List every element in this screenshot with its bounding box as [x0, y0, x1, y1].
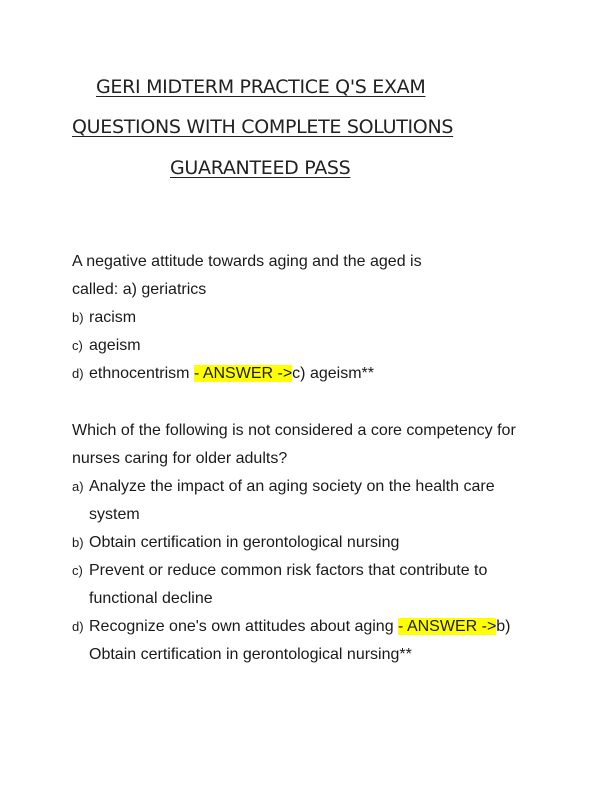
answer-text: c) ageism**	[292, 365, 374, 382]
question-1-stem-line-1: A negative attitude towards aging and the aged is	[72, 253, 422, 270]
answer-marker-highlight: - ANSWER ->	[398, 618, 497, 635]
option-text: Prevent or reduce common risk factors that contribute to functional decline	[89, 562, 488, 607]
question-2-stem-line-1: Which of the following is not considered a core competency for	[72, 422, 516, 439]
question-1-option-b	[72, 304, 542, 332]
question-2-stem-line-2: nurses caring for older adults?	[72, 450, 288, 467]
option-d-text: Recognize one's own attitudes about aging	[89, 618, 399, 635]
option-text: Analyze the impact of an aging society on the health care system	[89, 478, 495, 523]
option-text: Obtain certification in gerontological nursing	[89, 534, 400, 551]
option-letter: a)	[72, 479, 84, 494]
question-1-option-d	[72, 360, 542, 388]
question-2-option-c	[72, 557, 542, 613]
option-text: racism	[89, 309, 137, 326]
question-2	[72, 417, 542, 669]
option-text	[89, 613, 542, 669]
title-line-2: QUESTIONS WITH COMPLETE SOLUTIONS	[72, 116, 454, 138]
answer-text: b) Obtain certification in gerontological nursing**	[89, 618, 511, 663]
option-letter: b)	[72, 310, 84, 325]
question-1-stem-line-2: called: a) geriatrics	[72, 281, 207, 298]
title-line-1: GERI MIDTERM PRACTICE Q'S EXAM	[96, 76, 426, 98]
option-letter: c)	[72, 338, 83, 353]
option-letter: d)	[72, 619, 84, 634]
question-2-option-a	[72, 473, 542, 529]
question-1	[72, 248, 542, 388]
option-text	[89, 360, 374, 388]
option-letter: b)	[72, 535, 84, 550]
question-2-option-b	[72, 529, 542, 557]
option-d-text: ethnocentrism	[89, 365, 194, 382]
option-letter: c)	[72, 563, 83, 578]
question-1-option-c	[72, 332, 542, 360]
answer-marker-highlight: - ANSWER ->	[193, 365, 293, 382]
title-line-3: GUARANTEED PASS	[170, 157, 351, 179]
option-letter: d)	[72, 366, 84, 381]
option-text: ageism	[89, 337, 141, 354]
question-2-option-d	[72, 613, 542, 669]
